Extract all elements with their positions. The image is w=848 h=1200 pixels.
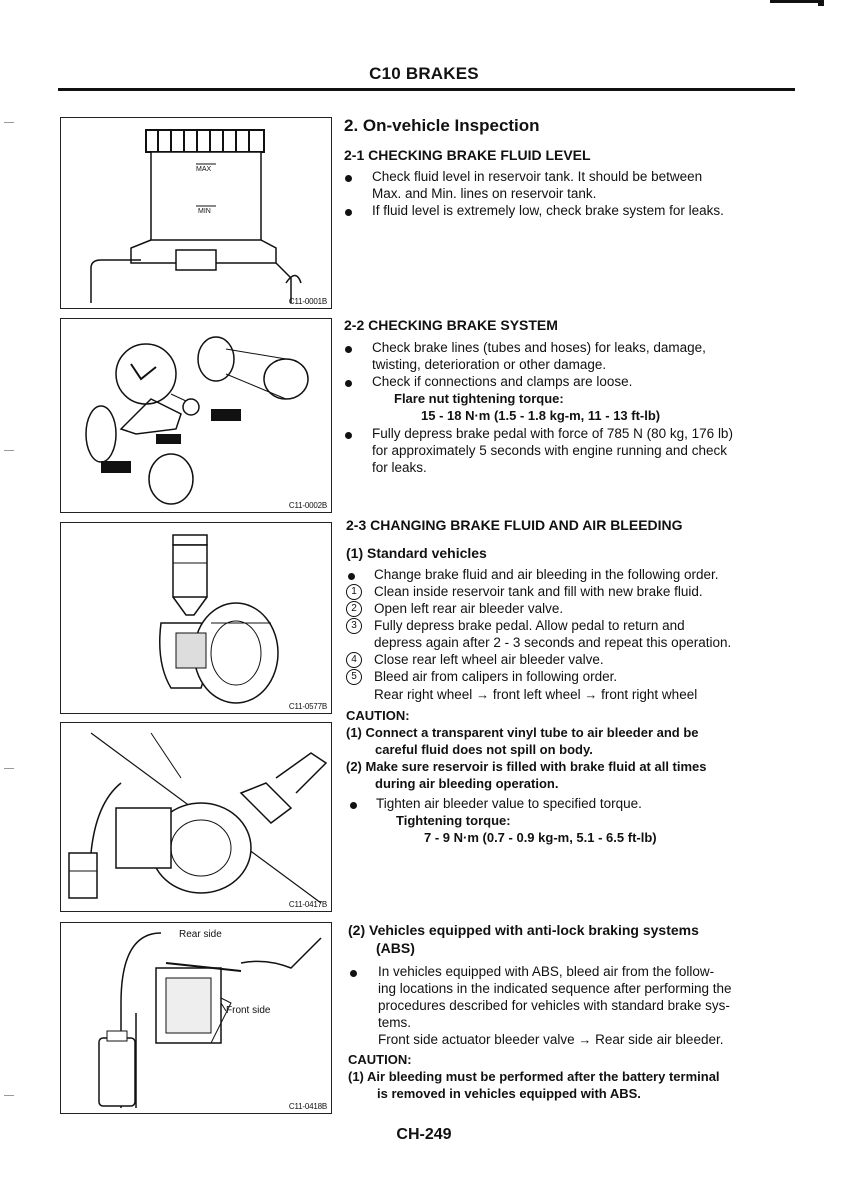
abs-order-line <box>378 1031 723 1048</box>
text-line: for approximately 5 seconds with engine running and check <box>372 443 727 458</box>
reservoir-tank-illustration <box>61 118 331 308</box>
abs-actuator-illustration <box>61 923 331 1113</box>
min-mark-label: MIN <box>198 208 211 215</box>
caliper-bleeding-illustration <box>61 723 331 911</box>
caution-line: careful fluid does not spill on body. <box>375 742 593 757</box>
subsection-title-2-3: 2-3 CHANGING BRAKE FLUID AND AIR BLEEDING <box>346 517 683 533</box>
max-mark-label: MAX <box>196 166 212 173</box>
text-line: Clean inside reservoir tank and fill with new brake fluid. <box>374 584 703 599</box>
caution-line: (1) Air bleeding must be performed after the battery terminal <box>348 1069 720 1084</box>
margin-tick <box>4 768 14 769</box>
text-line: depress again after 2 - 3 seconds and repeat this operation. <box>374 635 732 650</box>
front-side-label: Front side <box>226 1005 271 1016</box>
text-line: Fully depress brake pedal with force of 785 N (80 kg, 176 lb) <box>372 426 733 441</box>
torque-value: 15 - 18 N·m (1.5 - 1.8 kg-m, 11 - 13 ft-lb) <box>421 408 661 423</box>
margin-tick <box>4 122 14 123</box>
text-line: Open left rear air bleeder valve. <box>374 601 564 616</box>
torque-value: 7 - 9 N·m (0.7 - 0.9 kg-m, 5.1 - 6.5 ft-lb) <box>424 830 657 845</box>
text-line: In vehicles equipped with ABS, bleed air from the follow- <box>378 964 715 979</box>
header-rule <box>58 88 795 91</box>
step-number: 4 <box>346 652 362 668</box>
figure-reservoir-tank <box>60 117 332 309</box>
subsection-title-2-2: 2-2 CHECKING BRAKE SYSTEM <box>344 317 558 333</box>
text-line: Check if connections and clamps are loose. <box>372 374 633 389</box>
page-header-title: C10 BRAKES <box>369 64 479 83</box>
text-line: ing locations in the indicated sequence after performing the <box>378 981 732 996</box>
text-line: If fluid level is extremely low, check brake system for leaks. <box>372 203 724 218</box>
bleeder-bottle-illustration <box>61 523 331 713</box>
order-item: front left wheel <box>492 687 581 702</box>
text-line: Max. and Min. lines on reservoir tank. <box>372 186 597 201</box>
figure-code: C11-0002B <box>288 501 327 510</box>
sub-heading: (1) Standard vehicles <box>346 545 487 561</box>
bullet <box>345 432 352 439</box>
section-title: 2. On-vehicle Inspection <box>344 116 540 135</box>
text-line: Close rear left wheel air bleeder valve. <box>374 652 604 667</box>
order-item: Rear right wheel <box>374 687 473 702</box>
arrow-icon: → <box>584 687 598 702</box>
bullet <box>345 380 352 387</box>
caution-heading: CAUTION: <box>346 708 410 723</box>
step-number: 3 <box>346 618 362 634</box>
bullet <box>345 346 352 353</box>
caution-line: is removed in vehicles equipped with ABS. <box>377 1086 641 1101</box>
torque-label: Flare nut tightening torque: <box>394 391 564 406</box>
figure-caliper-bleeding <box>60 722 332 912</box>
caution-line: during air bleeding operation. <box>375 776 559 791</box>
arrow-icon: → <box>578 1032 592 1047</box>
text-line: twisting, deterioration or other damage. <box>372 357 607 372</box>
brake-system-illustration <box>61 319 331 512</box>
figure-code: C11-0418B <box>288 1102 327 1111</box>
text-line: Tighten air bleeder value to specified torque. <box>376 796 642 811</box>
text-line: Bleed air from calipers in following order. <box>374 669 618 684</box>
text-line: for leaks. <box>372 460 427 475</box>
margin-tick <box>4 450 14 451</box>
arrow-icon: → <box>476 687 490 702</box>
sub-heading: (2) Vehicles equipped with anti-lock braking systems <box>348 922 699 938</box>
torque-label: Tightening torque: <box>396 813 511 828</box>
figure-code: C11-0001B <box>288 297 327 306</box>
step-number: 1 <box>346 584 362 600</box>
page-number: CH-249 <box>396 1126 452 1143</box>
order-item: Front side actuator bleeder valve <box>378 1032 575 1047</box>
text-line: Change brake fluid and air bleeding in the following order. <box>374 567 719 582</box>
step-number: 2 <box>346 601 362 617</box>
figure-brake-system <box>60 318 332 513</box>
bullet <box>345 209 352 216</box>
order-item: Rear side air bleeder. <box>595 1032 724 1047</box>
caution-heading: CAUTION: <box>348 1052 412 1067</box>
margin-tick <box>4 1095 14 1096</box>
text-line: procedures described for vehicles with standard brake sys- <box>378 998 730 1013</box>
bullet <box>348 573 355 580</box>
bullet <box>345 175 352 182</box>
figure-bleeder-bottle <box>60 522 332 714</box>
figure-code: C11-0577B <box>288 702 327 711</box>
step-number: 5 <box>346 669 362 685</box>
text-line: Fully depress brake pedal. Allow pedal to return and <box>374 618 685 633</box>
bullet <box>350 802 357 809</box>
bleed-order-line <box>374 686 697 703</box>
text-line: Check fluid level in reservoir tank. It should be between <box>372 169 703 184</box>
rear-side-label: Rear side <box>179 929 222 940</box>
text-line: tems. <box>378 1015 412 1030</box>
sub-heading: (ABS) <box>376 940 415 956</box>
figure-code: C11-0417B <box>288 900 327 909</box>
caution-line: (2) Make sure reservoir is filled with brake fluid at all times <box>346 759 707 774</box>
caution-line: (1) Connect a transparent vinyl tube to air bleeder and be <box>346 725 699 740</box>
subsection-title-2-1: 2-1 CHECKING BRAKE FLUID LEVEL <box>344 147 591 163</box>
bullet <box>350 970 357 977</box>
corner-mark <box>770 0 822 3</box>
text-line: Check brake lines (tubes and hoses) for leaks, damage, <box>372 340 706 355</box>
figure-abs-actuator <box>60 922 332 1114</box>
order-item: front right wheel <box>601 687 698 702</box>
